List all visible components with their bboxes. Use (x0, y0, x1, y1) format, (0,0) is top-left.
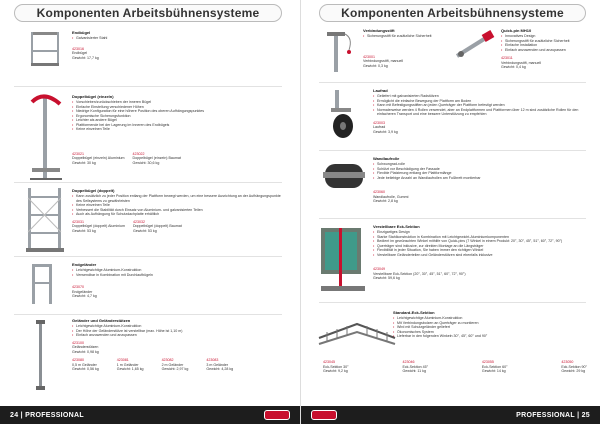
variant-code: 423045 (323, 360, 335, 364)
bullet: • Einzigartiges Design (373, 230, 587, 235)
wheel-image (323, 88, 363, 140)
bullet: • Einfach anzuwenden und anzupassen (501, 48, 591, 53)
product-code-block (72, 285, 97, 299)
bullet: • Galvanisierter Stahl (72, 36, 282, 41)
wall-roller-image (321, 158, 367, 198)
product-name: Verbindungsstift, manuell (501, 60, 542, 65)
bullet: • Querträger sind inklusive, zur direkten Montage an die Längsträger (373, 244, 587, 249)
product-name: Doppelbügel (einzeln) Aluminium (72, 156, 125, 160)
variant-code: 423080 (72, 358, 84, 362)
product-weight: Gewicht: 3,9 kg (373, 129, 398, 134)
bullet: • Leichter als andere Bügel (72, 118, 282, 123)
bullet: • Flexibilität in jeder Situation, Sie haben immer den richtigen Winkel (373, 248, 587, 253)
variant-block (206, 358, 233, 372)
product-name: Doppelbügel (doppelt) Aluminium (72, 224, 125, 228)
bullet: • Einfache Einstellung verschiedener Höhen (72, 105, 282, 110)
product-heading: Quick-pin MH10 (501, 28, 532, 33)
bullet: • Lieferbar in den folgenden Winkeln 30°, 45°, 60° und 90° (393, 334, 587, 339)
product-doppelbuegel-einzeln (72, 94, 282, 165)
product-name: Wandlaufrolle, Gummi (373, 194, 409, 199)
page-title-bar (14, 4, 282, 22)
bullet: • Auch als Aufhängung für Schutzdachplatte erhältlich (72, 212, 284, 217)
bullet: • Innovatives Design (501, 34, 591, 39)
variant-block (482, 360, 508, 374)
product-code-block (72, 341, 99, 355)
product-standard-eck-sektion (393, 310, 587, 339)
variant-code: 423081 (116, 358, 129, 362)
page-title: Komponenten Arbeitsbühnensysteme (341, 6, 564, 20)
variant-code: 423050 (561, 360, 574, 364)
bullet: • Geliefert mit galvanisierten Radstützen (373, 94, 587, 99)
adjustable-corner-image (319, 224, 369, 294)
product-heading: Doppelbügel (einzeln) (72, 94, 114, 99)
bullet: • Flexible Platzierung entlang der Plattformlänge (373, 171, 587, 176)
footer-page-label: PROFESSIONAL | 25 (516, 411, 590, 419)
product-name: Endgeländer (72, 289, 93, 294)
product-code-block (373, 190, 408, 204)
product-weight: Gewicht: 59,6 kg (373, 276, 400, 280)
bullet: • Ökonomisches System (393, 330, 587, 335)
bullet: • Niedrige Konfiguration für eine höhere Position des oberen Aufhängungspunktes (72, 109, 282, 114)
standard-corner-variants (323, 358, 587, 374)
product-name: Doppelbügel (einzeln) Baumat (132, 156, 181, 160)
product-code-block (72, 220, 125, 234)
page-title-bar (319, 4, 586, 22)
bullet: • Normalerweise werden 4 Rollen verwendet, aber an Endplattformen und Plattformen über 12 m sind zusätzliche Rollen für den einfacheren Transport und eine bessere Unterstützung zu empfehlen (373, 108, 587, 117)
variant-block (561, 360, 587, 374)
product-code: 423100 (72, 340, 84, 345)
product-code-block (133, 220, 182, 234)
variant-block (162, 358, 189, 372)
end-bracket-image (28, 30, 62, 70)
connection-pin-image (319, 28, 359, 76)
variant-weight: Gewicht: 29 kg (561, 369, 586, 373)
product-heading: Geländer und Geländerstützen (72, 318, 131, 323)
product-verbindungsstift (363, 28, 453, 68)
bullet: • Einfach anzuwenden und anzupassen (72, 333, 282, 338)
product-wandlaufrolle (373, 156, 587, 204)
product-gelaender (72, 318, 282, 372)
bullet: • Verwendbar in Kombination mit Durchlaufbügeln (72, 273, 282, 278)
product-code: 423031 (72, 219, 84, 224)
product-heading: Wandlaufrolle (373, 156, 400, 161)
product-code-block (373, 267, 466, 281)
product-heading: Verstellbare Eck-Sektion (373, 224, 420, 229)
bullet: • Mit Verbindungsbolzen an Querträger zu montieren (393, 321, 587, 326)
product-weight: Gewicht: 0,3 kg (363, 63, 388, 68)
product-name: Geländerstützen (72, 345, 99, 349)
product-code: 423016 (72, 46, 84, 51)
product-weight: Gewicht: 53 kg (72, 228, 96, 233)
variant-block (402, 360, 428, 374)
variant-code: 423082 (161, 358, 174, 362)
variant-name: Eck-Sektion 30° (323, 364, 349, 369)
product-endgelaender (72, 262, 282, 299)
product-code: 423060 (373, 190, 385, 194)
quick-pin-image (453, 30, 497, 64)
product-code-block (133, 152, 181, 166)
product-code-block (72, 47, 99, 61)
product-code-block (373, 121, 398, 135)
variant-name: Eck-Sektion 90° (561, 364, 587, 369)
variant-name: 0,5 m Geländer (72, 362, 97, 367)
single-bracket-image (24, 92, 68, 182)
variant-weight: Gewicht: 11 kg (402, 369, 426, 373)
product-verstellbare-eck-sektion (373, 224, 587, 281)
product-code: 423032 (132, 219, 145, 224)
bullet: • Verbessert die Stabilität durch Einsatz von Aluminium- und galvanisierten Teilen (72, 208, 284, 213)
bullet: • Leichtgewichtige Aluminium-Konstruktion (72, 268, 282, 273)
product-code-block (501, 56, 541, 70)
product-code: 423001 (363, 54, 375, 59)
bullet: • Bedient im gewünschten Winkel mithilfe von Quick-pins (7 Winkel in einem Produkt: 20°, 30°, 45°, 51°, 60°, 72°, 90°) (373, 239, 587, 244)
variant-weight: Gewicht: 2,97 kg (161, 367, 189, 371)
bullet: • Einfache Installation (501, 43, 591, 48)
brand-logo (311, 410, 337, 420)
bullet: • Schwungrad-rolle (373, 162, 587, 167)
product-weight: Gewicht: 2,8 kg (373, 199, 398, 203)
double-bracket-image (22, 186, 68, 254)
variant-code: 423083 (206, 358, 219, 362)
product-weight: Gewicht: 0,4 kg (501, 65, 526, 69)
bullet: • Sicherungsstift für zusätzliche Sicherheit (363, 34, 453, 39)
product-code: 423011 (501, 56, 513, 60)
variant-block (72, 358, 99, 372)
bullet: • Kann zusätzlich zu jeder Position entlang der Plattform bewegt werden, um eine bessere Ausrichtung an der Aufhängungspunkte des Seilsystems zu gewährleisten (72, 194, 284, 203)
product-endbuegel (72, 30, 282, 60)
bullet: • Sicherungsstift für zusätzliche Sicherheit (501, 39, 591, 44)
product-heading: Endbügel (72, 30, 91, 35)
bullet: • Ergonomische Sicherungsfunktion (72, 114, 282, 119)
page-footer (301, 406, 600, 424)
product-doppelbuegel-doppelt (72, 188, 284, 233)
product-name: Endbügel (72, 51, 88, 55)
product-weight: Gewicht: 0,98 kg (72, 349, 99, 354)
product-weight: Gewicht: 17,7 kg (72, 55, 99, 60)
product-heading: Doppelbügel (doppelt) (72, 188, 115, 193)
variant-weight: Gewicht: 9,2 kg (323, 369, 348, 373)
variant-code: 423046 (402, 360, 415, 364)
end-railing-image (30, 262, 54, 306)
variant-name: 1 m Geländer (116, 362, 139, 367)
bullet: • Kann mit Befestigungsstiften an jeden Querträger der Plattform befestigt werden (373, 103, 587, 108)
variant-weight: Gewicht: 4,28 kg (206, 367, 234, 371)
bullet: • Keine einzelnen Teile (72, 203, 284, 208)
variant-weight: Gewicht: 0,56 kg (72, 367, 99, 371)
product-heading: Standard-Eck-Sektion (393, 310, 435, 315)
variant-block (117, 358, 144, 372)
variant-code: 423055 (481, 360, 494, 364)
product-weight: Gewicht: 53 kg (132, 228, 157, 233)
product-weight: Gewicht: 4,7 kg (72, 294, 97, 298)
railing-post-image (34, 318, 48, 392)
product-code-block (72, 152, 125, 166)
product-laufrad (373, 88, 587, 134)
product-name: Laufrad (373, 125, 386, 129)
product-heading: Endgeländer (72, 262, 97, 267)
variant-name: 3 m Geländer (206, 362, 229, 367)
product-name: Doppelbügel (doppelt) Baumat (132, 224, 182, 228)
variant-name: Eck-Sektion 45° (402, 364, 429, 369)
product-code: 423021 (72, 151, 84, 156)
bullet: • Vorschieben/zurückschieben der inneren Bügel (72, 100, 282, 105)
bullet: • Jede beliebige Anzahl an Wandlaufrollen am Fußbrett montierbar (373, 176, 587, 181)
page-footer (0, 406, 300, 424)
product-code-block (363, 55, 403, 69)
right-page (300, 0, 600, 424)
product-weight: Gewicht: 30 kg (72, 160, 96, 165)
bullet: • Wird mit Schutzgeländer geliefert (393, 325, 587, 330)
bullet: • Verstellbare Geländerteilen und Geländerstützen sind ebenfalls inklusive (373, 253, 587, 258)
bullet: • Der Höhe der Geländerstütze ist verstellbar (max. Höhe ist 1,10 m) (72, 329, 282, 334)
variant-weight: Gewicht: 1,65 kg (116, 367, 144, 371)
product-name: Verstellbare Eck-Sektion (20°, 30°, 45°, 51°, 60°, 72°, 90°) (373, 271, 466, 276)
page-title: Komponenten Arbeitsbühnensysteme (36, 6, 260, 20)
product-weight: Gewicht: 30,6 kg (132, 160, 160, 165)
variant-weight: Gewicht: 14 kg (481, 369, 506, 373)
product-code: 423070 (72, 285, 84, 289)
footer-page-label: 24 | PROFESSIONAL (10, 411, 84, 419)
bullet: • Schützt vor Beschädigung der Fassade (373, 167, 587, 172)
variant-block (323, 360, 349, 374)
bullet: • Ermöglicht die einfache Bewegung der Plattform am Boden (373, 99, 587, 104)
bullet: • Leichtgewichtige Aluminium-Konstruktion (393, 316, 587, 321)
product-code: 423022 (132, 151, 145, 156)
brand-logo (264, 410, 290, 420)
standard-corner-image (317, 318, 397, 350)
variant-name: 2 m Geländer (161, 362, 184, 367)
product-code: 423049 (373, 267, 385, 271)
product-heading: Laufrad (373, 88, 388, 93)
product-quick-pin (501, 28, 591, 70)
product-code: 423003 (373, 120, 385, 125)
bullet: • Leichtgewichtige Aluminium-Konstruktion (72, 324, 282, 329)
bullet: • Plattformende bei der Lagerung im Inneren des Endbügels (72, 123, 282, 128)
bullet: • Keine einzelnen Teile (72, 127, 282, 132)
variant-name: Eck-Sektion 60° (481, 364, 508, 369)
product-heading: Verbindungsstift (363, 28, 395, 33)
bullet: • Starke Stahlkonstruktion in Kombination mit Leichtgewicht-Aluminiumkomponenten (373, 235, 587, 240)
product-name: Verbindungsstift, manuell (363, 59, 404, 63)
